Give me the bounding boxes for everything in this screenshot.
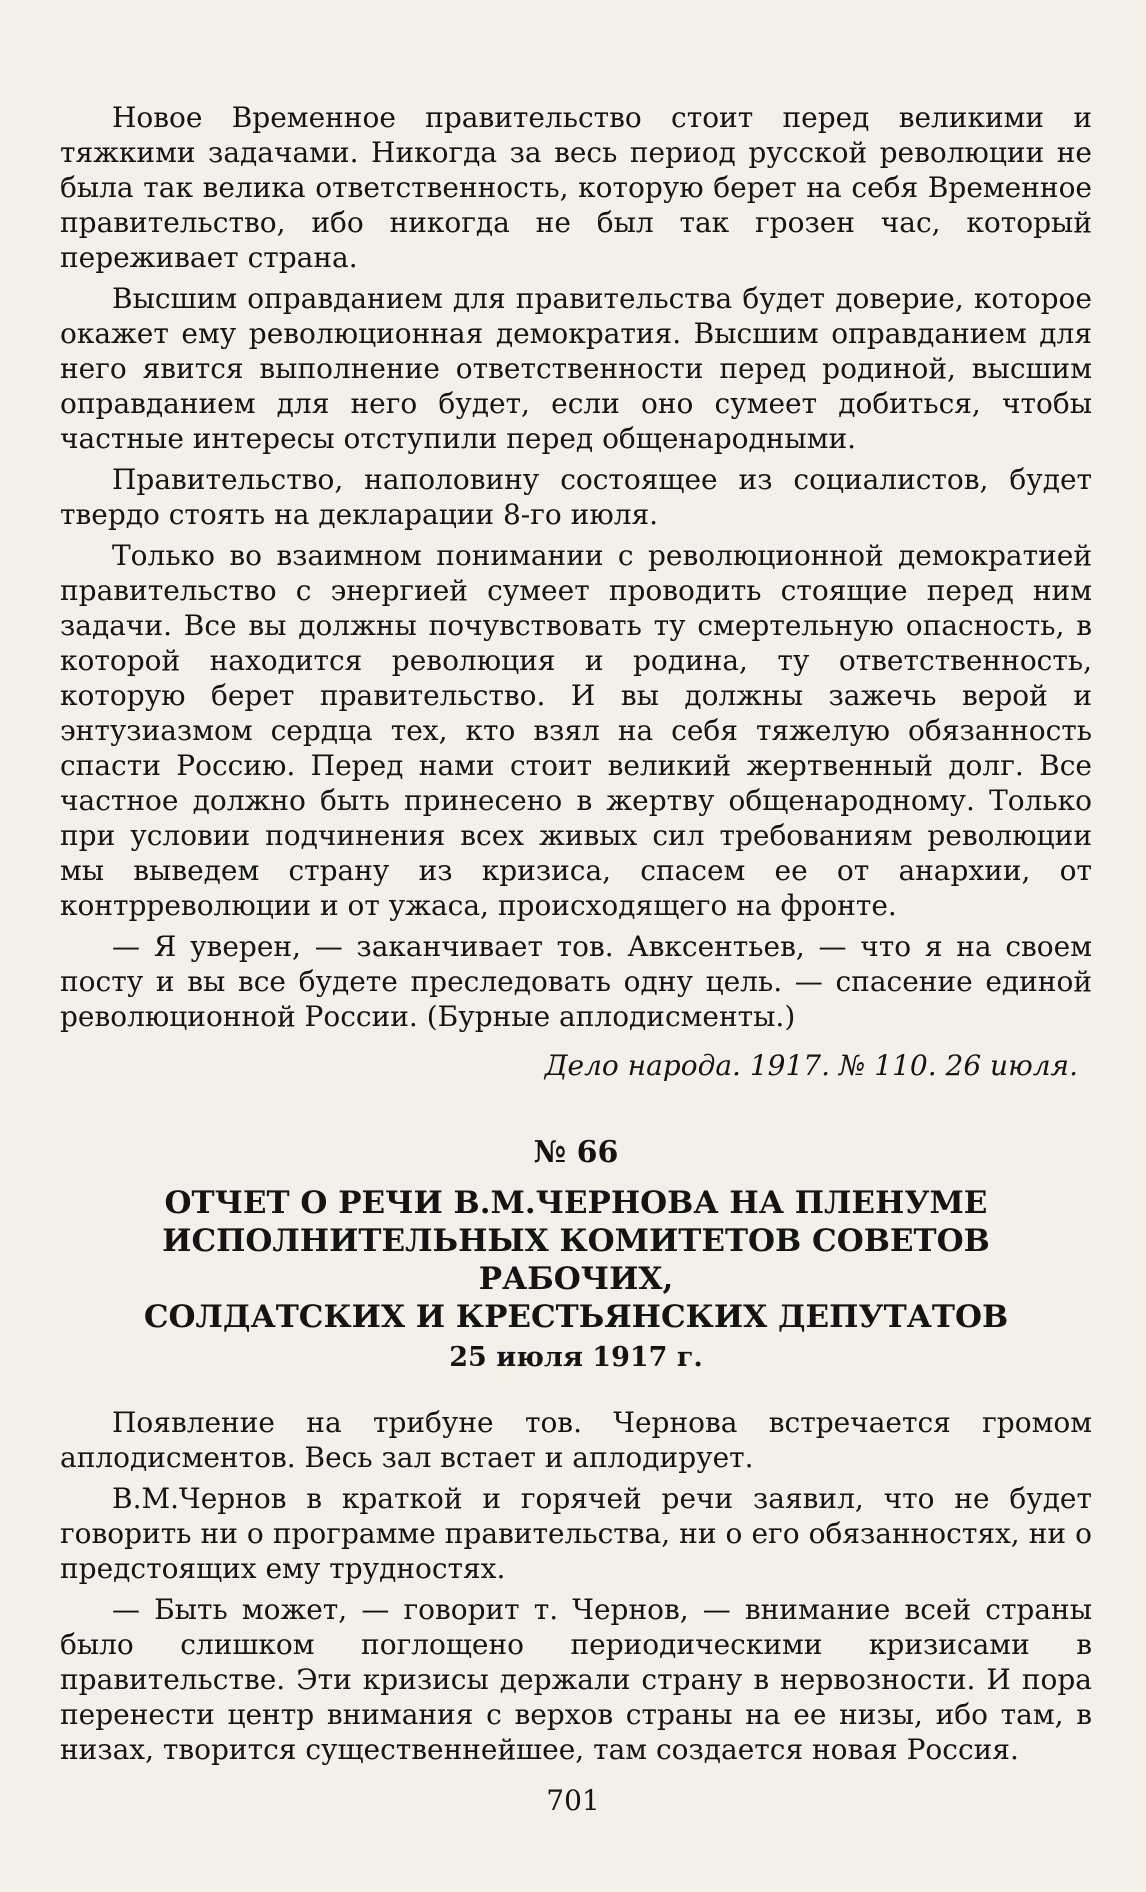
- document-title-line: ОТЧЕТ О РЕЧИ В.М.ЧЕРНОВА НА ПЛЕНУМЕ: [164, 1185, 988, 1221]
- document-number: № 66: [533, 1135, 619, 1170]
- paragraph: Правительство, наполовину состоящее из социалистов, будет твердо стоять на декларации 8-го июля.: [60, 463, 1092, 531]
- document-title-line: ИСПОЛНИТЕЛЬНЫХ КОМИТЕТОВ СОВЕТОВ РАБОЧИХ,: [162, 1223, 990, 1297]
- paragraph: — Быть может, — говорит т. Чернов, — внимание всей страны было слишком поглощено периодическими кризисами в правительстве. Эти кризисы держали страну в нервозности. И пора перенести центр внимания с верхов страны на ее низы, ибо там, в низах, творится существеннейшее, там создается новая Россия.: [60, 1593, 1092, 1766]
- paragraph: В.М.Чернов в краткой и горячей речи заявил, что не будет говорить ни о программе правительства, ни о его обязанностях, ни о предстоящих ему трудностях.: [60, 1482, 1092, 1585]
- page-number: 701: [546, 1784, 600, 1817]
- paragraph: Новое Временное правительство стоит перед великими и тяжкими задачами. Никогда за весь период русской революции не была так велика ответственность, которую берет на себя Временное правительство, ибо никогда не был так грозен час, который переживает страна.: [60, 101, 1092, 274]
- document-date: 25 июля 1917 г.: [449, 1342, 703, 1373]
- paragraph: Высшим оправданием для правительства будет доверие, которое окажет ему революционная демократия. Высшим оправданием для него явится выполнение ответственности перед родиной, высшим оправданием для него будет, если оно сумеет добиться, чтобы частные интересы отступили перед общенародными.: [60, 282, 1092, 455]
- paragraph: Появление на трибуне тов. Чернова встречается громом аплодисментов. Весь зал встает и аплодирует.: [60, 1406, 1092, 1474]
- page-content: [60, 100, 1092, 1773]
- paragraph: — Я уверен, — заканчивает тов. Авксентьев, — что я на своем посту и вы все будете преследовать одну цель. — спасение единой революционной России. (Бурные аплодисменты.): [60, 930, 1092, 1033]
- document-title-line: СОЛДАТСКИХ И КРЕСТЬЯНСКИХ ДЕПУТАТОВ: [143, 1299, 1009, 1335]
- paragraph: Только во взаимном понимании с революционной демократией правительство с энергией сумеет проводить стоящие перед ним задачи. Все вы должны почувствовать ту смертельную опасность, в которой находится революция и родина, ту ответственность, которую берет правительство. И вы должны зажечь верой и энтузиазмом сердца тех, кто взял на себя тяжелую обязанность спасти Россию. Перед нами стоит великий жертвенный долг. Все частное должно быть принесено в жертву общенародному. Только при условии подчинения всех живых сил требованиям революции мы выведем страну из кризиса, спасем ее от анархии, от контрреволюции и от ужаса, происходящего на фронте.: [60, 539, 1092, 922]
- source-citation: Дело народа. 1917. № 110. 26 июля.: [544, 1049, 1078, 1082]
